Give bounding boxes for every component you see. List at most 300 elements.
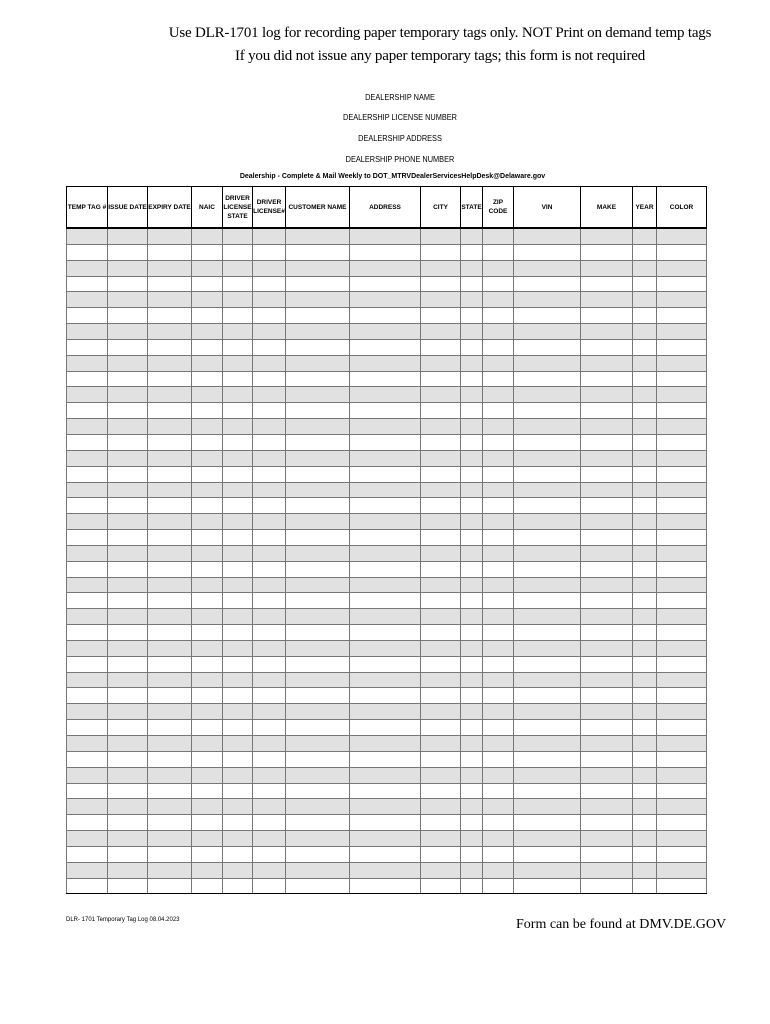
cell-dl-number[interactable] [253,767,286,783]
cell-make[interactable] [581,878,633,894]
cell-make[interactable] [581,609,633,625]
cell-state[interactable] [461,339,483,355]
cell-customer-name[interactable] [286,324,350,340]
cell-zip[interactable] [483,355,514,371]
cell-dl-number[interactable] [253,419,286,435]
cell-temp-tag[interactable] [67,466,108,482]
cell-vin[interactable] [514,640,581,656]
cell-dl-state[interactable] [223,324,253,340]
cell-customer-name[interactable] [286,371,350,387]
cell-address[interactable] [350,878,421,894]
cell-temp-tag[interactable] [67,434,108,450]
cell-temp-tag[interactable] [67,514,108,530]
cell-expiry-date[interactable] [148,846,192,862]
cell-customer-name[interactable] [286,846,350,862]
cell-naic[interactable] [192,609,223,625]
cell-expiry-date[interactable] [148,308,192,324]
cell-city[interactable] [421,387,461,403]
cell-year[interactable] [633,419,657,435]
cell-dl-number[interactable] [253,498,286,514]
cell-address[interactable] [350,672,421,688]
cell-dl-state[interactable] [223,751,253,767]
cell-expiry-date[interactable] [148,593,192,609]
cell-dl-state[interactable] [223,815,253,831]
cell-expiry-date[interactable] [148,831,192,847]
cell-city[interactable] [421,371,461,387]
cell-city[interactable] [421,878,461,894]
cell-color[interactable] [657,593,707,609]
cell-city[interactable] [421,545,461,561]
cell-year[interactable] [633,831,657,847]
cell-make[interactable] [581,862,633,878]
cell-expiry-date[interactable] [148,276,192,292]
cell-vin[interactable] [514,530,581,546]
cell-dl-number[interactable] [253,736,286,752]
cell-dl-state[interactable] [223,799,253,815]
cell-expiry-date[interactable] [148,736,192,752]
cell-expiry-date[interactable] [148,339,192,355]
cell-make[interactable] [581,276,633,292]
cell-issue-date[interactable] [108,815,148,831]
cell-vin[interactable] [514,688,581,704]
cell-address[interactable] [350,688,421,704]
cell-issue-date[interactable] [108,450,148,466]
cell-zip[interactable] [483,260,514,276]
cell-expiry-date[interactable] [148,292,192,308]
cell-color[interactable] [657,228,707,244]
cell-dl-number[interactable] [253,815,286,831]
cell-city[interactable] [421,403,461,419]
cell-address[interactable] [350,355,421,371]
cell-vin[interactable] [514,545,581,561]
cell-vin[interactable] [514,260,581,276]
cell-customer-name[interactable] [286,751,350,767]
cell-color[interactable] [657,561,707,577]
cell-state[interactable] [461,783,483,799]
cell-customer-name[interactable] [286,482,350,498]
cell-city[interactable] [421,419,461,435]
cell-dl-number[interactable] [253,609,286,625]
cell-customer-name[interactable] [286,308,350,324]
cell-temp-tag[interactable] [67,498,108,514]
cell-zip[interactable] [483,561,514,577]
cell-vin[interactable] [514,736,581,752]
cell-expiry-date[interactable] [148,403,192,419]
cell-state[interactable] [461,799,483,815]
cell-zip[interactable] [483,862,514,878]
cell-dl-number[interactable] [253,545,286,561]
cell-issue-date[interactable] [108,308,148,324]
cell-dl-state[interactable] [223,482,253,498]
cell-vin[interactable] [514,434,581,450]
cell-city[interactable] [421,276,461,292]
cell-vin[interactable] [514,339,581,355]
cell-state[interactable] [461,387,483,403]
cell-dl-state[interactable] [223,625,253,641]
cell-issue-date[interactable] [108,482,148,498]
cell-issue-date[interactable] [108,355,148,371]
cell-make[interactable] [581,434,633,450]
cell-customer-name[interactable] [286,704,350,720]
cell-customer-name[interactable] [286,736,350,752]
cell-color[interactable] [657,355,707,371]
cell-make[interactable] [581,324,633,340]
cell-customer-name[interactable] [286,514,350,530]
cell-vin[interactable] [514,228,581,244]
cell-city[interactable] [421,846,461,862]
cell-city[interactable] [421,799,461,815]
cell-expiry-date[interactable] [148,799,192,815]
cell-naic[interactable] [192,324,223,340]
cell-year[interactable] [633,276,657,292]
cell-naic[interactable] [192,514,223,530]
cell-state[interactable] [461,482,483,498]
cell-zip[interactable] [483,244,514,260]
cell-zip[interactable] [483,403,514,419]
cell-zip[interactable] [483,783,514,799]
cell-year[interactable] [633,308,657,324]
cell-dl-number[interactable] [253,577,286,593]
cell-issue-date[interactable] [108,640,148,656]
cell-state[interactable] [461,292,483,308]
cell-address[interactable] [350,625,421,641]
cell-address[interactable] [350,545,421,561]
cell-naic[interactable] [192,783,223,799]
cell-color[interactable] [657,862,707,878]
cell-color[interactable] [657,371,707,387]
cell-dl-state[interactable] [223,450,253,466]
cell-city[interactable] [421,324,461,340]
cell-dl-state[interactable] [223,704,253,720]
cell-make[interactable] [581,656,633,672]
cell-zip[interactable] [483,609,514,625]
cell-color[interactable] [657,609,707,625]
cell-naic[interactable] [192,466,223,482]
cell-color[interactable] [657,324,707,340]
cell-dl-number[interactable] [253,339,286,355]
cell-temp-tag[interactable] [67,672,108,688]
cell-year[interactable] [633,403,657,419]
cell-year[interactable] [633,609,657,625]
cell-temp-tag[interactable] [67,292,108,308]
cell-address[interactable] [350,339,421,355]
cell-dl-state[interactable] [223,434,253,450]
cell-zip[interactable] [483,751,514,767]
cell-dl-number[interactable] [253,720,286,736]
cell-issue-date[interactable] [108,767,148,783]
cell-expiry-date[interactable] [148,815,192,831]
cell-issue-date[interactable] [108,324,148,340]
cell-city[interactable] [421,228,461,244]
cell-city[interactable] [421,767,461,783]
cell-zip[interactable] [483,324,514,340]
cell-naic[interactable] [192,498,223,514]
cell-state[interactable] [461,625,483,641]
cell-color[interactable] [657,878,707,894]
cell-city[interactable] [421,625,461,641]
cell-zip[interactable] [483,815,514,831]
cell-zip[interactable] [483,371,514,387]
cell-issue-date[interactable] [108,751,148,767]
cell-vin[interactable] [514,276,581,292]
cell-year[interactable] [633,625,657,641]
cell-vin[interactable] [514,419,581,435]
cell-vin[interactable] [514,751,581,767]
cell-dl-state[interactable] [223,260,253,276]
cell-color[interactable] [657,815,707,831]
cell-vin[interactable] [514,846,581,862]
cell-dl-state[interactable] [223,355,253,371]
cell-dl-state[interactable] [223,244,253,260]
cell-make[interactable] [581,450,633,466]
cell-make[interactable] [581,815,633,831]
cell-make[interactable] [581,720,633,736]
cell-temp-tag[interactable] [67,403,108,419]
cell-vin[interactable] [514,355,581,371]
cell-naic[interactable] [192,577,223,593]
cell-dl-state[interactable] [223,387,253,403]
cell-temp-tag[interactable] [67,228,108,244]
cell-issue-date[interactable] [108,704,148,720]
cell-issue-date[interactable] [108,799,148,815]
cell-dl-state[interactable] [223,593,253,609]
cell-year[interactable] [633,355,657,371]
cell-year[interactable] [633,466,657,482]
cell-customer-name[interactable] [286,720,350,736]
cell-address[interactable] [350,308,421,324]
cell-city[interactable] [421,244,461,260]
cell-issue-date[interactable] [108,498,148,514]
cell-expiry-date[interactable] [148,419,192,435]
cell-expiry-date[interactable] [148,862,192,878]
cell-state[interactable] [461,720,483,736]
cell-dl-number[interactable] [253,656,286,672]
cell-issue-date[interactable] [108,514,148,530]
cell-issue-date[interactable] [108,878,148,894]
cell-zip[interactable] [483,419,514,435]
cell-city[interactable] [421,656,461,672]
cell-expiry-date[interactable] [148,783,192,799]
cell-customer-name[interactable] [286,672,350,688]
cell-dl-state[interactable] [223,720,253,736]
cell-address[interactable] [350,783,421,799]
cell-address[interactable] [350,767,421,783]
cell-dl-number[interactable] [253,704,286,720]
cell-dl-number[interactable] [253,355,286,371]
cell-expiry-date[interactable] [148,672,192,688]
cell-year[interactable] [633,228,657,244]
cell-customer-name[interactable] [286,767,350,783]
cell-naic[interactable] [192,355,223,371]
cell-color[interactable] [657,767,707,783]
cell-naic[interactable] [192,656,223,672]
cell-vin[interactable] [514,387,581,403]
cell-vin[interactable] [514,609,581,625]
cell-address[interactable] [350,609,421,625]
cell-address[interactable] [350,656,421,672]
cell-naic[interactable] [192,561,223,577]
cell-zip[interactable] [483,831,514,847]
cell-naic[interactable] [192,260,223,276]
cell-issue-date[interactable] [108,260,148,276]
cell-customer-name[interactable] [286,799,350,815]
cell-address[interactable] [350,244,421,260]
cell-temp-tag[interactable] [67,545,108,561]
cell-naic[interactable] [192,545,223,561]
cell-state[interactable] [461,704,483,720]
cell-make[interactable] [581,530,633,546]
cell-color[interactable] [657,482,707,498]
cell-dl-number[interactable] [253,530,286,546]
cell-issue-date[interactable] [108,339,148,355]
cell-state[interactable] [461,434,483,450]
cell-dl-number[interactable] [253,244,286,260]
cell-expiry-date[interactable] [148,577,192,593]
cell-temp-tag[interactable] [67,704,108,720]
cell-vin[interactable] [514,672,581,688]
cell-color[interactable] [657,403,707,419]
cell-address[interactable] [350,403,421,419]
cell-expiry-date[interactable] [148,228,192,244]
cell-issue-date[interactable] [108,656,148,672]
cell-address[interactable] [350,434,421,450]
cell-year[interactable] [633,720,657,736]
cell-temp-tag[interactable] [67,799,108,815]
cell-city[interactable] [421,292,461,308]
cell-customer-name[interactable] [286,530,350,546]
cell-dl-state[interactable] [223,862,253,878]
cell-dl-number[interactable] [253,783,286,799]
cell-issue-date[interactable] [108,434,148,450]
cell-issue-date[interactable] [108,736,148,752]
cell-year[interactable] [633,244,657,260]
cell-customer-name[interactable] [286,688,350,704]
cell-dl-number[interactable] [253,561,286,577]
cell-address[interactable] [350,815,421,831]
cell-color[interactable] [657,831,707,847]
cell-zip[interactable] [483,308,514,324]
cell-make[interactable] [581,846,633,862]
cell-temp-tag[interactable] [67,260,108,276]
cell-vin[interactable] [514,704,581,720]
cell-naic[interactable] [192,292,223,308]
cell-color[interactable] [657,244,707,260]
cell-issue-date[interactable] [108,593,148,609]
cell-zip[interactable] [483,799,514,815]
cell-address[interactable] [350,498,421,514]
cell-customer-name[interactable] [286,862,350,878]
cell-city[interactable] [421,704,461,720]
cell-city[interactable] [421,862,461,878]
cell-temp-tag[interactable] [67,577,108,593]
cell-address[interactable] [350,228,421,244]
cell-dl-state[interactable] [223,403,253,419]
cell-vin[interactable] [514,799,581,815]
cell-dl-number[interactable] [253,846,286,862]
cell-state[interactable] [461,228,483,244]
cell-customer-name[interactable] [286,878,350,894]
cell-naic[interactable] [192,672,223,688]
cell-vin[interactable] [514,371,581,387]
cell-zip[interactable] [483,720,514,736]
cell-naic[interactable] [192,878,223,894]
cell-naic[interactable] [192,308,223,324]
cell-make[interactable] [581,244,633,260]
cell-color[interactable] [657,640,707,656]
cell-city[interactable] [421,355,461,371]
cell-naic[interactable] [192,244,223,260]
cell-issue-date[interactable] [108,228,148,244]
cell-city[interactable] [421,308,461,324]
cell-temp-tag[interactable] [67,609,108,625]
cell-state[interactable] [461,514,483,530]
cell-color[interactable] [657,688,707,704]
cell-year[interactable] [633,482,657,498]
cell-make[interactable] [581,751,633,767]
cell-make[interactable] [581,403,633,419]
cell-dl-state[interactable] [223,308,253,324]
cell-customer-name[interactable] [286,387,350,403]
cell-city[interactable] [421,466,461,482]
cell-naic[interactable] [192,387,223,403]
cell-dl-state[interactable] [223,736,253,752]
cell-customer-name[interactable] [286,498,350,514]
cell-expiry-date[interactable] [148,767,192,783]
cell-customer-name[interactable] [286,355,350,371]
cell-vin[interactable] [514,577,581,593]
cell-issue-date[interactable] [108,387,148,403]
cell-color[interactable] [657,751,707,767]
cell-temp-tag[interactable] [67,878,108,894]
cell-dl-number[interactable] [253,450,286,466]
cell-temp-tag[interactable] [67,783,108,799]
cell-vin[interactable] [514,466,581,482]
cell-naic[interactable] [192,419,223,435]
cell-make[interactable] [581,767,633,783]
cell-state[interactable] [461,561,483,577]
cell-dl-state[interactable] [223,672,253,688]
cell-expiry-date[interactable] [148,545,192,561]
cell-customer-name[interactable] [286,561,350,577]
cell-temp-tag[interactable] [67,308,108,324]
cell-city[interactable] [421,339,461,355]
cell-make[interactable] [581,593,633,609]
cell-vin[interactable] [514,514,581,530]
cell-customer-name[interactable] [286,609,350,625]
cell-color[interactable] [657,292,707,308]
cell-naic[interactable] [192,530,223,546]
cell-customer-name[interactable] [286,228,350,244]
cell-address[interactable] [350,324,421,340]
cell-dl-state[interactable] [223,419,253,435]
cell-naic[interactable] [192,450,223,466]
cell-customer-name[interactable] [286,434,350,450]
cell-year[interactable] [633,688,657,704]
cell-state[interactable] [461,260,483,276]
cell-naic[interactable] [192,720,223,736]
cell-city[interactable] [421,672,461,688]
cell-city[interactable] [421,593,461,609]
cell-make[interactable] [581,831,633,847]
cell-city[interactable] [421,260,461,276]
cell-year[interactable] [633,878,657,894]
cell-city[interactable] [421,640,461,656]
cell-temp-tag[interactable] [67,688,108,704]
cell-color[interactable] [657,530,707,546]
cell-customer-name[interactable] [286,831,350,847]
cell-state[interactable] [461,878,483,894]
cell-dl-number[interactable] [253,672,286,688]
